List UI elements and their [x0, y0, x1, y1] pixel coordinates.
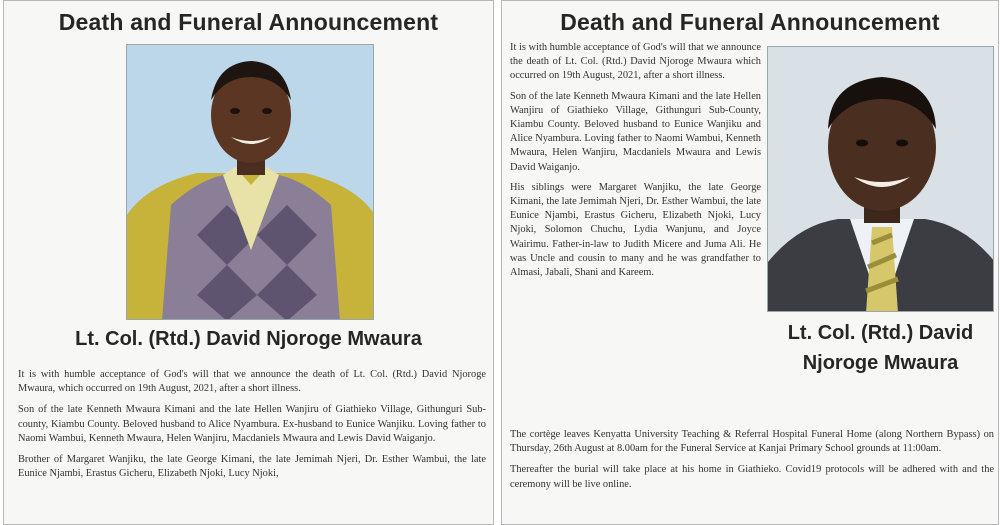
deceased-name: [767, 318, 994, 378]
name-line: Lt. Col. (Rtd.) David: [787, 322, 974, 344]
right-announcement: [501, 0, 999, 525]
left-body-text: [18, 368, 486, 488]
paragraph: It is with humble acceptance of God's will that we announce the death of Lt. Col. (Rtd.) David Njoroge Mwaura which occurred on 19th August, 2021, after a short illness.: [510, 42, 761, 82]
paragraph: Thereafter the burial will take place at his home in Giathieko. Covid19 protocols will be adhered with and the ceremony will be live online.: [510, 464, 994, 490]
left-heading: Death and Funeral Announcement: [58, 9, 439, 35]
right-body-text-column: [510, 41, 761, 286]
paragraph: The cortège leaves Kenyatta University Teaching & Referral Hospital Funeral Home (along Northern Bypass) on Thursday, 26th August at 8.00am for the Funeral Service at Kanjai Primary School grounds at 11:00am.: [510, 429, 994, 455]
paragraph: His siblings were Margaret Wanjiku, the late George Kimani, the late Jemimah Njeri, Dr. Esther Wambui, the late Eunice Njambi, Erastus Gicheru, Elizabeth Njoki, Lucy Njoki, Solomon Chuchu, Lydia Wanjunu, and Joyce Wairimu. Father-in-law to Judith Micere and Juma Ali. He was Uncle and cousin to many and he was grandfather to Almasi, Jabali, Shani and Kareem.: [510, 181, 761, 279]
deceased-name: Lt. Col. (Rtd.) David Njoroge Mwaura: [75, 328, 422, 350]
name-line: Njoroge Mwaura: [802, 352, 959, 374]
right-body-text-wide: [510, 428, 994, 499]
portrait-illustration: [127, 45, 374, 320]
left-portrait-photo: [126, 44, 374, 320]
paragraph: Son of the late Kenneth Mwaura Kimani and the late Hellen Wanjiru of Giathieko Village, Githunguri Sub-county, Kiambu County. Beloved husband to Alice Nyambura. Ex-husband to Eunice Wanjiku. Loving father to Naomi Wambui, Kenneth Mwaura, Helen Wanjiru, Macdaniels Mwaura and Lewis David Waiganjo.: [18, 404, 486, 444]
paragraph: Brother of Margaret Wanjiku, the late George Kimani, the late Jemimah Njeri, Dr. Esther Wambui, the late Eunice Njambi, Erastus Gicheru, Elizabeth Njoki, Lucy Njoki,: [18, 454, 486, 480]
right-heading: Death and Funeral Announcement: [560, 9, 940, 35]
paragraph: It is with humble acceptance of God's will that we announce the death of Lt. Col. (Rtd.) David Njoroge Mwaura, which occurred on 19th August, 2021, after a short illness.: [18, 369, 486, 395]
paragraph: Son of the late Kenneth Mwaura Kimani and the late Hellen Wanjiru of Giathieko Village, Githunguri Sub-County, Kiambu County. Beloved husband to Eunice Wanjiku and Alice Nyambura. Loving father to Naomi Wambui, Kenneth Mwaura, Helen Wanjiru, Macdaniels Mwaura and Lewis David Waiganjo.: [510, 90, 761, 173]
portrait-illustration: [768, 47, 994, 312]
right-portrait-photo: [767, 46, 994, 312]
left-announcement: [3, 0, 494, 525]
